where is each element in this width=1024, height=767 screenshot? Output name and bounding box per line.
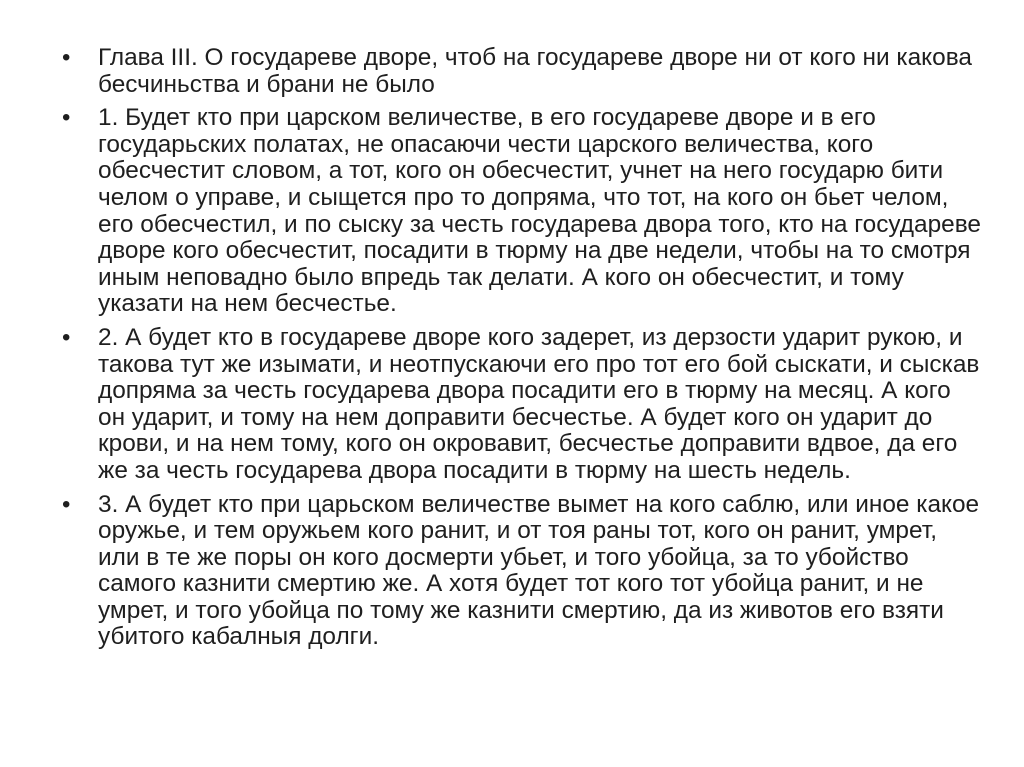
bullet-article-1: • 1. Будет кто при царском величестве, в его государеве дворе и в его государьских полатах, не опасаючи чести царского величества, кого обесчестит словом, а тот, кого он обесчестит, учнет на него государю бити челом о управе, и сыщется про то допряма, что тот, на кого он бьет челом, его обесчестил, и по сыску за честь государева двора того, кто на государеве дворе кого обесчестит, посадити в тюрму на две недели, чтобы на то смотря иным неповадно было впредь так делати. А кого он обесчестит, и тому указати на нем бесчестье. [62, 105, 982, 318]
bullet-list [62, 45, 982, 658]
bullet-chapter-title: • Глава III. О государеве дворе, чтоб на государеве дворе ни от кого ни какова бесчиньства и брани не было [62, 45, 982, 98]
bullet-article-3: • 3. А будет кто при царьском величестве вымет на кого саблю, или иное какое оружье, и тем оружьем кого ранит, и от тоя раны тот, кого он ранит, умрет, или в те же поры он кого досмерти убьет, и того убойца, за то убойство самого казнити смертию же. А хотя будет тот кого тот убойца ранит, и не умрет, и того убойца по тому же казнити смертию, да из животов его взяти убитого кабалныя долги. [62, 492, 982, 652]
bullet-article-2: • 2. А будет кто в государеве дворе кого задерет, из дерзости ударит рукою, и такова тут же изымати, и неотпускаючи его про тот его бой сыскати, и сыскав допряма за честь государева двора посадити его в тюрму на месяц. А кого он ударит, и тому на нем доправити бесчестье. А будет кого он ударит до крови, и на нем тому, кого он окровавит, бесчестье доправити вдвое, да его же за честь государева двора посадити в тюрму на шесть недель. [62, 325, 982, 485]
